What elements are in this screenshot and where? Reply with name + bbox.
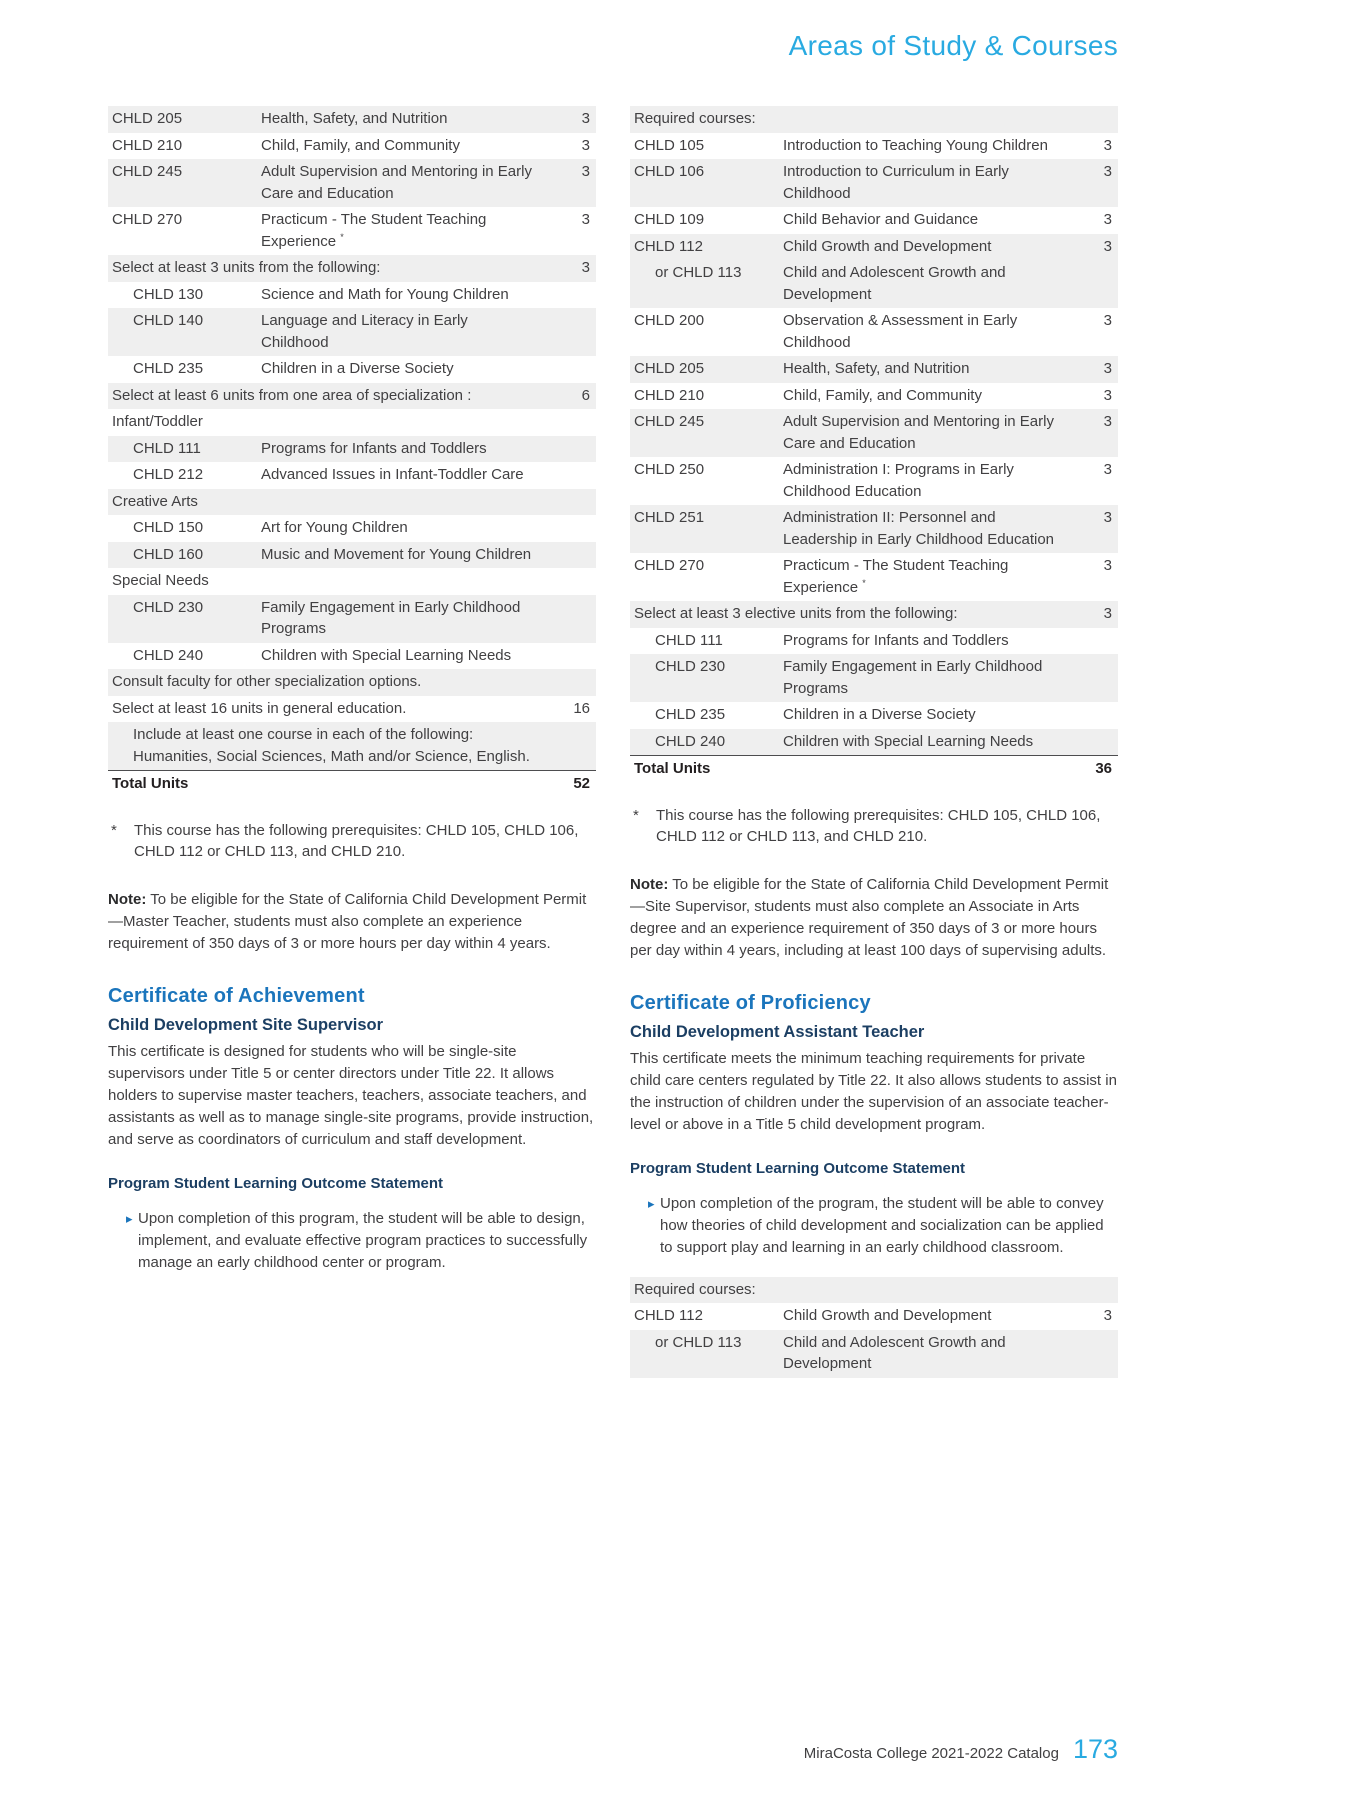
course-title: Child Behavior and Guidance: [783, 211, 979, 228]
course-row: [630, 1330, 1118, 1378]
section-text: Consult faculty for other specialization options.: [112, 673, 422, 690]
table-section-row: [108, 722, 596, 770]
course-units: [1082, 656, 1118, 699]
course-units: [560, 517, 596, 539]
course-title: Administration II: Personnel and Leadership in Early Childhood Education: [783, 509, 1055, 548]
table-section-row: [630, 106, 1118, 133]
pslo-heading: Program Student Learning Outcome Statement: [630, 1159, 966, 1177]
certificate-heading: Certificate of Proficiency: [630, 991, 871, 1014]
course-title: Health, Safety, and Nutrition: [261, 110, 448, 127]
course-units: [560, 491, 596, 513]
course-row: [108, 462, 596, 489]
course-title: Music and Movement for Young Children: [261, 545, 532, 563]
course-row: [108, 356, 596, 383]
section-text: Select at least 6 units from one area of specialization :: [112, 386, 472, 404]
course-title: Child Growth and Development: [783, 1307, 992, 1324]
course-units: [560, 310, 596, 353]
course-code: CHLD 200: [634, 312, 705, 329]
section-text: Special Needs: [112, 572, 209, 589]
pslo-bullet-text: Upon completion of the program, the student will be able to convey how theories of child development and socialization can be applied to support play and learning in an early childhood classroom.: [660, 1194, 1104, 1256]
course-units: [1082, 630, 1118, 652]
note-paragraph: [108, 889, 596, 955]
course-code: CHLD 140: [133, 312, 204, 329]
section-text: Required courses:: [634, 1280, 756, 1298]
page-footer: [108, 1734, 1118, 1765]
course-title: Family Engagement in Early Childhood Programs: [783, 658, 1043, 697]
course-row: [108, 133, 596, 160]
course-row: [108, 207, 596, 255]
course-units: 3: [1103, 509, 1112, 526]
course-units: 3: [1103, 461, 1112, 478]
course-units: 3: [1103, 163, 1112, 180]
course-units: [560, 645, 596, 667]
table-total-row: [630, 755, 1118, 783]
course-title: Practicum - The Student Teaching Experience *: [261, 211, 487, 250]
course-title: Adult Supervision and Mentoring in Early Care and Education: [783, 413, 1054, 452]
table-section-row: [108, 568, 596, 595]
course-row: [630, 207, 1118, 234]
pslo-bullet-item: [108, 1208, 596, 1274]
course-code: CHLD 160: [133, 545, 204, 563]
course-row: [630, 308, 1118, 356]
course-units: 3: [581, 211, 590, 228]
course-title: Child, Family, and Community: [783, 386, 982, 404]
course-title: Children in a Diverse Society: [261, 360, 454, 377]
course-title: Children with Special Learning Needs: [261, 646, 512, 664]
footnote-text: This course has the following prerequisites: CHLD 105, CHLD 106, CHLD 112 or CHLD 113, and CHLD 210.: [134, 821, 579, 860]
assistant-teacher-course-table: [630, 1277, 1118, 1378]
course-units: 52: [573, 775, 590, 792]
course-title: Health, Safety, and Nutrition: [783, 360, 970, 377]
note-paragraph: [630, 874, 1118, 962]
course-code: CHLD 240: [133, 646, 204, 664]
table-section-row: [108, 255, 596, 282]
course-units: [1082, 262, 1118, 305]
program-description: This certificate is designed for students who will be single-site supervisors under Title 5 or center directors under Title 22. It allows holders to supervise master teachers, teachers, associate teachers, and assistants as well as to manage single-site programs, provide instruction, and serve as coordinators of curriculum and staff development.: [108, 1042, 594, 1148]
total-label: Total Units: [112, 775, 189, 792]
course-code: CHLD 251: [634, 509, 705, 526]
table-section-row: [108, 383, 596, 410]
course-title: Language and Literacy in Early Childhood: [261, 312, 468, 351]
course-code: or CHLD 113: [655, 264, 742, 281]
course-row: [630, 505, 1118, 553]
section-text: Required courses:: [634, 110, 756, 127]
course-code: CHLD 245: [112, 163, 183, 180]
section-text: Infant/Toddler: [112, 413, 203, 430]
course-row: [108, 595, 596, 643]
course-title: Science and Math for Young Children: [261, 285, 509, 303]
course-code: CHLD 235: [655, 706, 726, 723]
course-units: 6: [581, 386, 590, 404]
course-units: 3: [581, 259, 590, 276]
footnote-text: This course has the following prerequisites: CHLD 105, CHLD 106, CHLD 112 or CHLD 113, and CHLD 210.: [656, 806, 1101, 845]
footnote: [630, 805, 1118, 848]
course-code: CHLD 109: [634, 211, 705, 228]
course-row: [630, 383, 1118, 410]
course-code: CHLD 270: [112, 211, 183, 228]
table-section-row: [630, 1277, 1118, 1304]
footnote-asterisk: *: [633, 806, 639, 824]
right-column: [630, 106, 1118, 1378]
total-label: Total Units: [634, 760, 711, 777]
master-teacher-course-table: [108, 106, 596, 798]
course-row: [108, 282, 596, 309]
section-text: Select at least 16 units in general education.: [112, 699, 407, 717]
course-code: CHLD 210: [112, 136, 183, 154]
site-supervisor-course-table: [630, 106, 1118, 783]
course-row: [630, 1303, 1118, 1330]
course-title: Observation & Assessment in Early Childhood: [783, 312, 1018, 351]
course-code: CHLD 150: [133, 519, 204, 536]
course-units: [1082, 1332, 1118, 1375]
course-row: [630, 654, 1118, 702]
course-code: CHLD 230: [133, 598, 204, 616]
course-title: Practicum - The Student Teaching Experience *: [783, 557, 1009, 596]
table-section-row: [108, 409, 596, 436]
course-units: 3: [1103, 360, 1112, 377]
course-title: Advanced Issues in Infant-Toddler Care: [261, 466, 524, 483]
course-title: Children with Special Learning Needs: [783, 732, 1034, 750]
course-code: CHLD 106: [634, 163, 705, 180]
page-number: 173: [1072, 1734, 1118, 1764]
course-units: [560, 358, 596, 380]
course-units: [560, 671, 596, 693]
course-units: 3: [581, 136, 590, 154]
course-units: [1082, 108, 1118, 130]
course-title: Children in a Diverse Society: [783, 706, 976, 723]
course-row: [108, 436, 596, 463]
course-units: 3: [1103, 237, 1112, 255]
course-title: Programs for Infants and Toddlers: [783, 631, 1009, 649]
certificate-heading: Certificate of Achievement: [108, 984, 365, 1007]
pslo-bullet-item: [630, 1193, 1118, 1259]
page-title: Areas of Study & Courses: [788, 30, 1118, 61]
course-units: [560, 570, 596, 592]
note-text: To be eligible for the State of California Child Development Permit—Site Supervisor, students must also complete an Associate in Arts degree and an experience requirement of 350 days of 3 or more hours per day within 4 years, including at least 100 days of supervising adults.: [630, 875, 1109, 959]
table-section-row: [108, 669, 596, 696]
course-code: CHLD 205: [112, 110, 183, 127]
course-units: 3: [1103, 1307, 1112, 1324]
course-row: [630, 234, 1118, 261]
course-units: [560, 724, 596, 767]
course-units: 3: [1103, 211, 1112, 228]
section-text: Select at least 3 units from the following:: [112, 259, 381, 276]
course-code: CHLD 270: [634, 557, 705, 574]
program-description: This certificate meets the minimum teaching requirements for private child care centers regulated by Title 22. It also allows students to assist in the instruction of children under the supervision of an associate teacher-level or above in a Title 5 child development program.: [630, 1049, 1117, 1133]
course-row: [630, 260, 1118, 308]
course-title: Child and Adolescent Growth and Development: [783, 1333, 1006, 1372]
program-title: Child Development Site Supervisor: [108, 1015, 384, 1034]
course-row: [630, 702, 1118, 729]
course-code: CHLD 130: [133, 285, 204, 303]
course-row: [108, 308, 596, 356]
footer-text: MiraCosta College 2021-2022 Catalog: [803, 1745, 1059, 1762]
course-row: [630, 159, 1118, 207]
course-code: CHLD 230: [655, 658, 726, 675]
course-title: Child and Adolescent Growth and Development: [783, 264, 1006, 303]
course-row: [630, 628, 1118, 655]
course-units: [560, 544, 596, 566]
bullet-triangle-icon: ▸: [126, 1210, 133, 1226]
course-units: 36: [1095, 760, 1112, 777]
course-units: 3: [1103, 312, 1112, 329]
course-row: [630, 553, 1118, 601]
course-units: 16: [573, 699, 590, 717]
course-code: CHLD 250: [634, 461, 705, 478]
table-total-row: [108, 770, 596, 798]
course-units: 3: [1103, 557, 1112, 574]
course-code: CHLD 105: [634, 136, 705, 154]
footnote-asterisk: *: [111, 821, 117, 839]
course-units: [560, 411, 596, 433]
course-code: CHLD 205: [634, 360, 705, 377]
course-units: [560, 597, 596, 640]
course-units: 3: [1103, 605, 1112, 622]
course-units: [560, 284, 596, 306]
course-units: [560, 464, 596, 486]
course-code: CHLD 210: [634, 386, 705, 404]
footnote-marker: *: [862, 577, 866, 588]
course-row: [630, 409, 1118, 457]
table-section-row: [108, 489, 596, 516]
program-title: Child Development Assistant Teacher: [630, 1022, 925, 1041]
footnote-marker: *: [340, 231, 344, 242]
course-title: Programs for Infants and Toddlers: [261, 439, 487, 457]
section-text: Select at least 3 elective units from the following:: [634, 605, 958, 622]
course-row: [630, 729, 1118, 756]
course-row: [108, 643, 596, 670]
course-code: CHLD 245: [634, 413, 705, 430]
course-title: Introduction to Curriculum in Early Childhood: [783, 163, 1009, 202]
course-code: CHLD 111: [655, 631, 723, 649]
course-code: CHLD 112: [634, 1307, 703, 1324]
course-row: [630, 133, 1118, 160]
section-text: Include at least one course in each of the following: Humanities, Social Sciences, Math and/or Science, English.: [133, 726, 530, 765]
left-column: [108, 106, 596, 1274]
course-row: [108, 106, 596, 133]
course-units: 3: [581, 110, 590, 127]
course-units: [560, 438, 596, 460]
course-title: Adult Supervision and Mentoring in Early Care and Education: [261, 163, 532, 202]
course-title: Family Engagement in Early Childhood Programs: [261, 598, 521, 637]
bullet-triangle-icon: ▸: [648, 1195, 655, 1211]
course-code: CHLD 212: [133, 466, 204, 483]
course-code: CHLD 240: [655, 732, 726, 750]
course-code: or CHLD 113: [655, 1333, 742, 1351]
course-title: Child Growth and Development: [783, 237, 992, 255]
course-units: 3: [1103, 386, 1112, 404]
course-row: [630, 457, 1118, 505]
note-label: Note:: [108, 890, 147, 908]
course-row: [108, 542, 596, 569]
course-units: 3: [1103, 136, 1112, 154]
course-code: CHLD 111: [133, 439, 201, 457]
footnote: [108, 820, 596, 863]
course-row: [630, 356, 1118, 383]
course-title: Art for Young Children: [261, 519, 408, 536]
course-title: Child, Family, and Community: [261, 136, 460, 154]
course-units: 3: [581, 163, 590, 180]
course-code: CHLD 235: [133, 360, 204, 377]
table-section-row: [630, 601, 1118, 628]
note-label: Note:: [630, 875, 669, 893]
section-text: Creative Arts: [112, 492, 198, 510]
course-units: [1082, 704, 1118, 726]
course-units: [1082, 1279, 1118, 1301]
table-section-row: [108, 696, 596, 723]
course-row: [108, 159, 596, 207]
pslo-heading: Program Student Learning Outcome Statement: [108, 1174, 444, 1192]
course-title: Administration I: Programs in Early Childhood Education: [783, 461, 1014, 500]
course-units: 3: [1103, 413, 1112, 430]
course-units: [1082, 731, 1118, 753]
course-title: Introduction to Teaching Young Children: [783, 136, 1048, 154]
course-row: [108, 515, 596, 542]
note-text: To be eligible for the State of California Child Development Permit—Master Teacher, students must also complete an experience requirement of 350 days of 3 or more hours per day within 4 years.: [108, 890, 587, 952]
pslo-bullet-text: Upon completion of this program, the student will be able to design, implement, and evaluate effective program practices to successfully manage an early childhood center or program.: [138, 1209, 588, 1271]
course-code: CHLD 112: [634, 237, 703, 255]
